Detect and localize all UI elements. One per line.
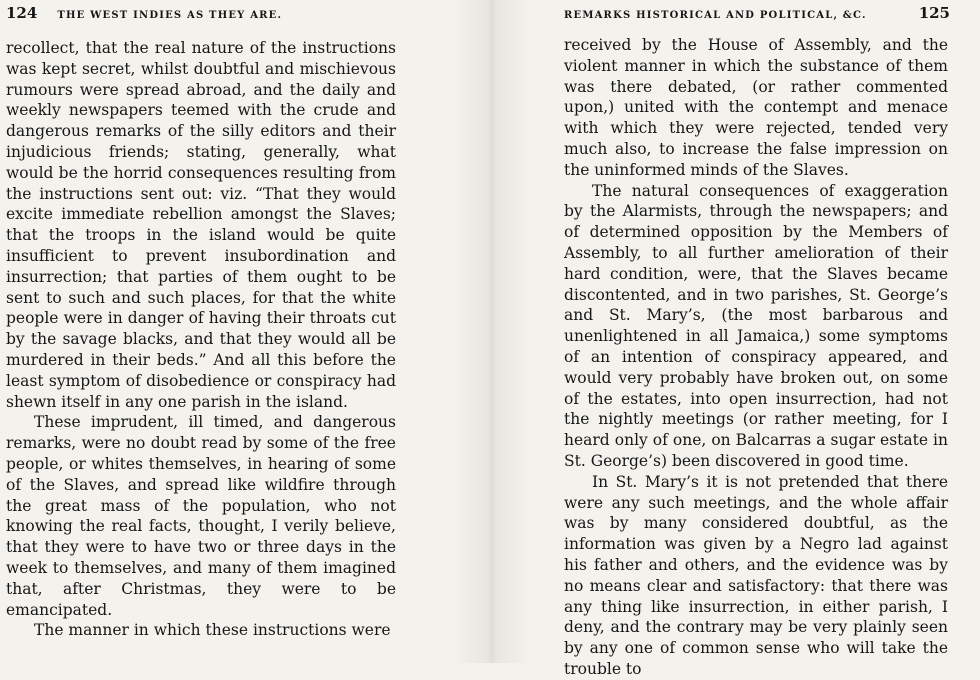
left-page-body (6, 38, 396, 641)
right-page-body (564, 35, 948, 680)
running-title: REMARKS HISTORICAL AND POLITICAL, &C. (564, 10, 867, 21)
page-number: 125 (918, 4, 950, 22)
paragraph: The natural consequences of exaggeration by the Alarmists, through the newspapers; and of determined opposition by the Members of Assembly, to all further amelioration of their hard condition, were, that the Slaves became discontented, and in two parishes, St. George’s and St. Mary’s, (the most barbarous and unenlightened in all Jamaica,) some symptoms of an intention of conspiracy appeared, and would very probably have broken out, on some of the estates, into open insurrection, had not the nightly meetings (or rather meeting, for I heard only of one, on Balcarras a sugar estate in St. George’s) been discovered in good time. (564, 181, 948, 470)
paragraph: These imprudent, ill timed, and dangerous remarks, were no doubt read by some of the free people, or whites themselves, in hearing of some of the Slaves, and spread like wildfire through the great mass of the population, who not knowing the real facts, thought, I verily believe, that they were to have two or three days in the week to themselves, and many of them imagined that, after Christmas, they were to be emancipated. (6, 413, 396, 619)
left-page-header (6, 4, 440, 26)
page-number: 124 (6, 4, 38, 22)
paragraph: recollect, that the real nature of the instructions was kept secret, whilst doubtful and mischievous rumours were spread abroad, and the daily and weekly newspapers teemed with the crude and dangerous remarks of the silly editors and their injudicious friends; stating, generally, what would be the horrid consequences resulting from the instructions sent out: viz. “That they would excite immediate rebellion amongst the Slaves; that the troops in the island would be quite insufficient to prevent insubordination and insurrection; that parties of them ought to be sent to such and such places, for that the white people were in danger of having their throats cut by the savage blacks, and that they would all be murdered in their beds.” And all this before the least symptom of disobedience or conspiracy had shewn itself in any one parish in the island. (6, 39, 396, 411)
paragraph: received by the House of Assembly, and the violent manner in which the substance of them was there debated, (or rather commented upon,) united with the contempt and menace with which they were rejected, tended very much also, to increase the false impression on the uninformed minds of the Slaves. (564, 36, 948, 179)
paragraph: The manner in which these instructions were (34, 621, 391, 640)
running-title: THE WEST INDIES AS THEY ARE. (57, 10, 283, 21)
left-page (0, 0, 490, 663)
paragraph: In St. Mary’s it is not pretended that there were any such meetings, and the whole affair was by many considered doubtful, as the information was given by a Negro lad against his father and others, and the evidence was by no means clear and satisfactory: that there was any thing like insurrection, in either parish, I deny, and the contrary may be very plainly seen by any one of common sense who will take the trouble to (564, 472, 948, 678)
right-page-header (564, 4, 950, 26)
right-page (490, 0, 980, 678)
